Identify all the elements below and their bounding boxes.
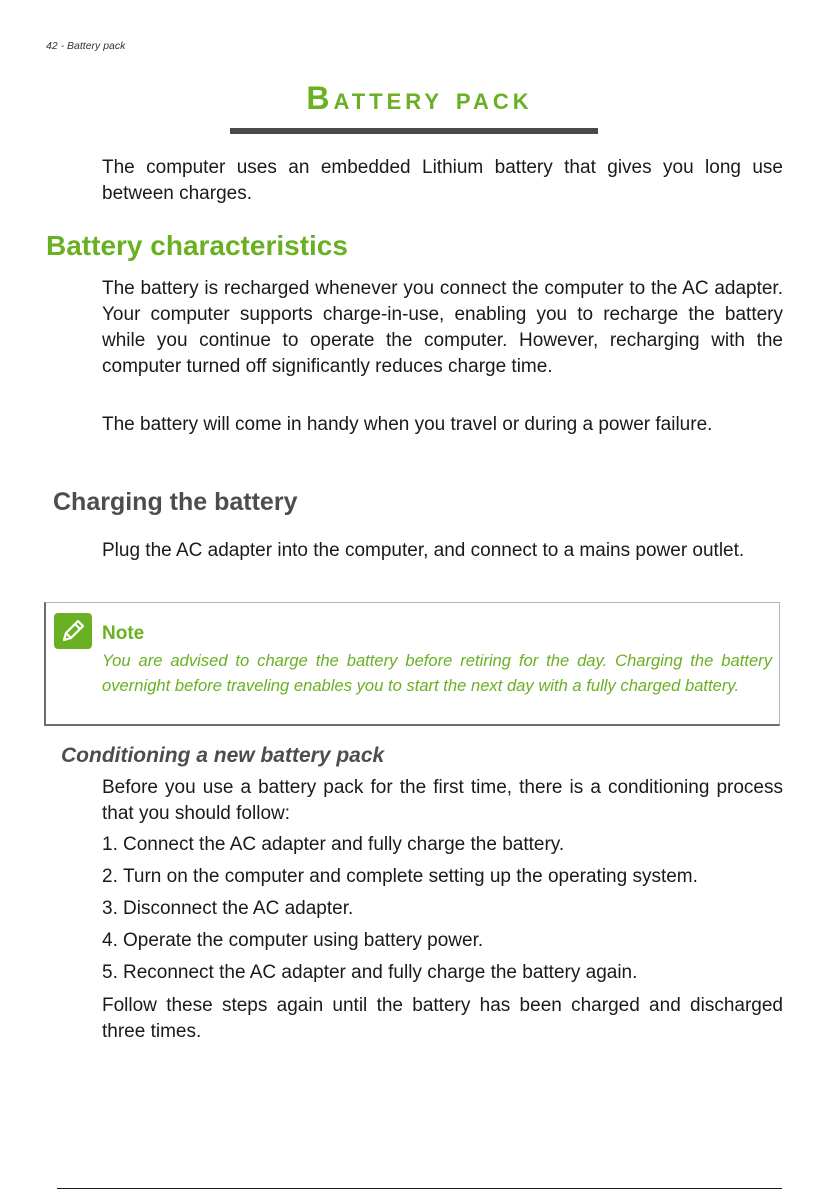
list-item <box>102 864 792 896</box>
footer-rule <box>57 1188 782 1189</box>
chapter-title-rule <box>230 128 598 134</box>
subsection-heading-conditioning: Conditioning a new battery pack <box>61 744 385 767</box>
note-text: You are advised to charge the battery before retiring for the day. Charging the battery overnight before traveling enables you to start the next day with a fully charged battery. <box>102 651 772 695</box>
step-text: Turn on the computer and complete setting up the operating system. <box>123 866 698 887</box>
step-number: 3. <box>102 898 118 919</box>
step-number: 5. <box>102 962 118 983</box>
note-box <box>44 602 780 726</box>
section-heading-battery-characteristics: Battery characteristics <box>46 230 348 261</box>
step-text: Connect the AC adapter and fully charge the battery. <box>123 834 565 855</box>
step-text: Reconnect the AC adapter and fully charge the battery again. <box>123 962 638 983</box>
intro-paragraph: The computer uses an embedded Lithium battery that gives you long use between charges. <box>102 157 783 204</box>
step-text: Disconnect the AC adapter. <box>123 898 354 919</box>
chapter-title: Battery pack <box>306 80 533 116</box>
list-item <box>102 832 792 864</box>
step-number: 2. <box>102 866 118 887</box>
list-item <box>102 928 792 960</box>
conditioning-intro: Before you use a battery pack for the first time, there is a conditioning process that you should follow: <box>102 777 783 824</box>
pencil-note-icon <box>54 613 92 649</box>
step-text: Operate the computer using battery power. <box>123 930 484 951</box>
characteristics-paragraph-2: The battery will come in handy when you travel or during a power failure. <box>102 414 713 435</box>
note-label: Note <box>102 623 145 644</box>
running-head: 42 - Battery pack <box>46 40 126 52</box>
charging-paragraph: Plug the AC adapter into the computer, and connect to a mains power outlet. <box>102 540 745 561</box>
characteristics-paragraph-1: The battery is recharged whenever you connect the computer to the AC adapter. Your computer supports charge-in-use, enabling you to recharge the battery while you continue to operate the computer. However, recharging with the computer turned off significantly reduces charge time. <box>102 278 783 377</box>
conditioning-outro: Follow these steps again until the battery has been charged and discharged three times. <box>102 995 783 1042</box>
subsection-heading-charging: Charging the battery <box>53 488 298 516</box>
conditioning-steps-list <box>102 832 792 992</box>
list-item <box>102 896 792 928</box>
step-number: 4. <box>102 930 118 951</box>
step-number: 1. <box>102 834 118 855</box>
list-item <box>102 960 792 992</box>
